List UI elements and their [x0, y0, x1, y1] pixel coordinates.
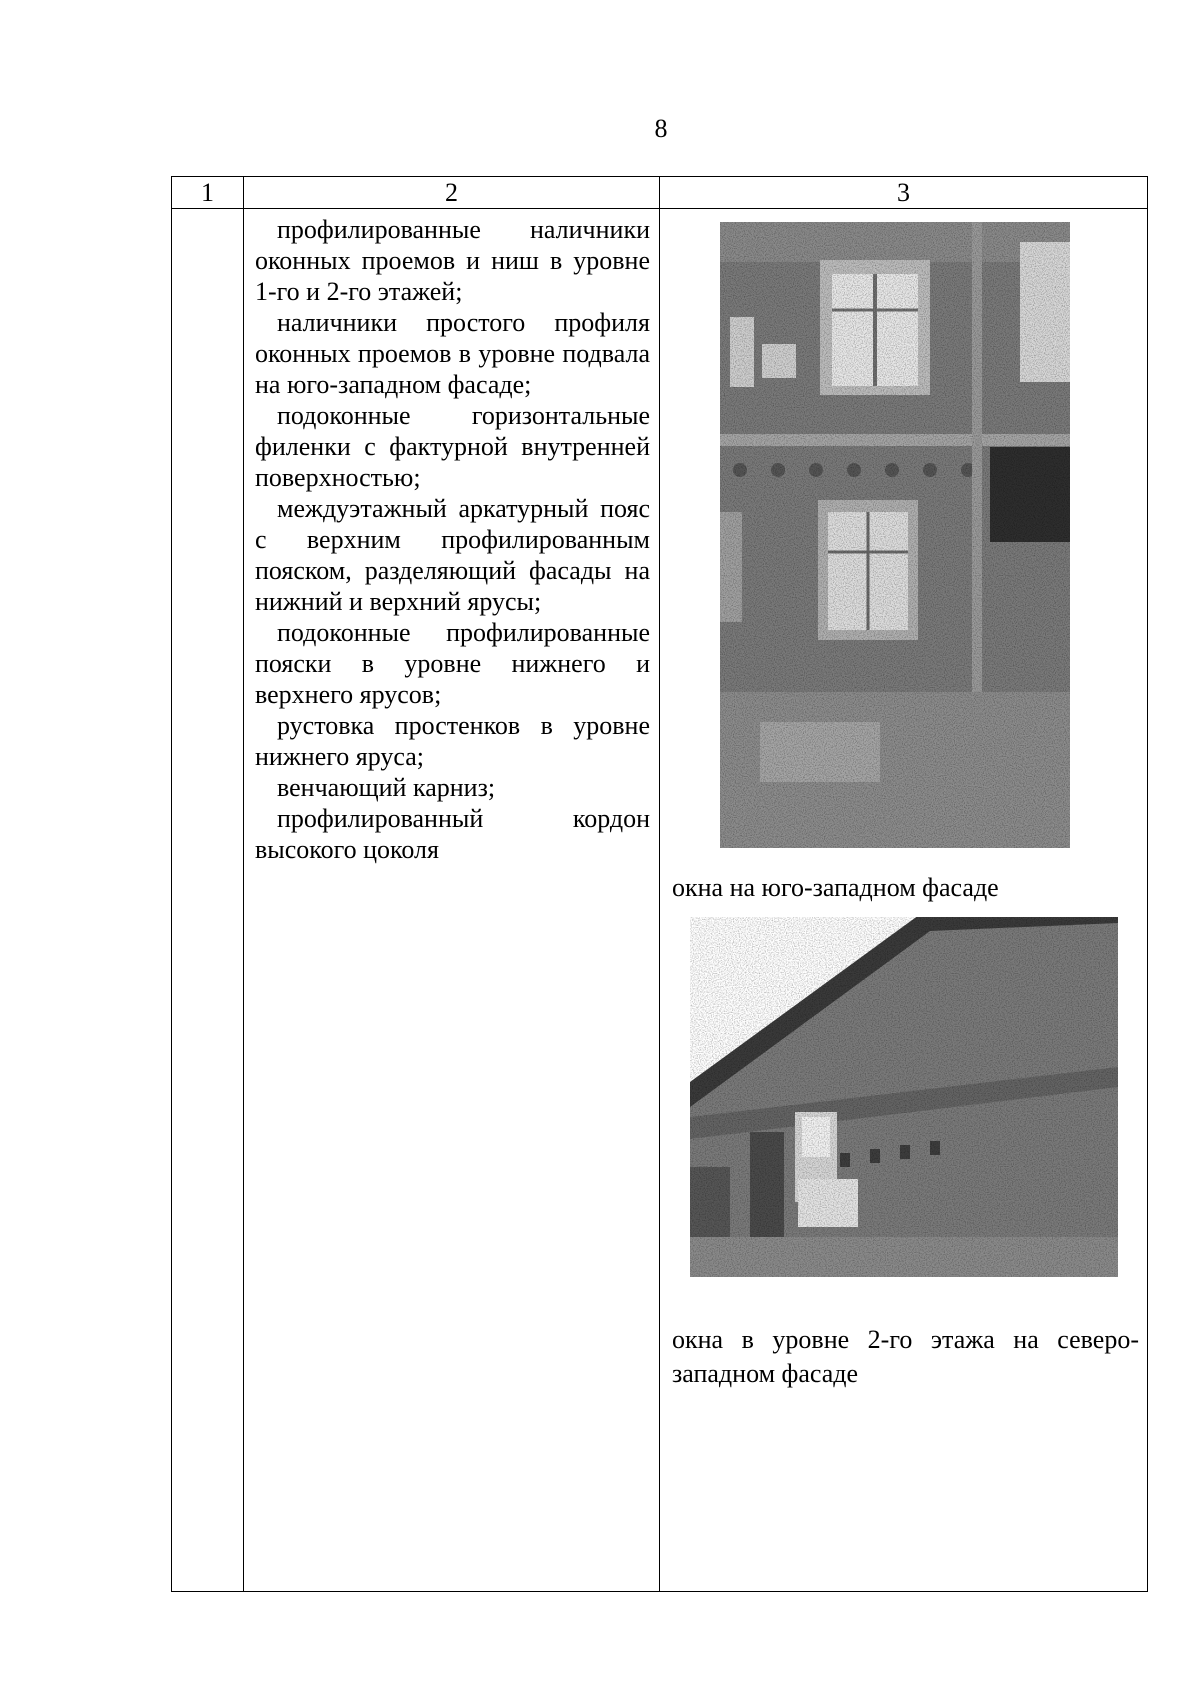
feature-item: венчающий карниз;	[277, 773, 496, 802]
facade-photo-southwest	[720, 222, 1070, 848]
heritage-table	[171, 176, 1148, 1592]
feature-item: наличники простого профиля оконных проемов в уровне подвала на юго-западном фасаде;	[255, 308, 650, 399]
feature-item: профилированные наличники оконных проемов и ниш в уровне 1-го и 2-го этажей;	[255, 215, 650, 306]
column-header-1: 1	[172, 177, 244, 209]
feature-item: рустовка простенков в уровне нижнего яруса;	[255, 711, 650, 771]
feature-item: подоконные горизонтальные филенки с фактурной внутренней поверхностью;	[255, 401, 650, 492]
number-cell	[172, 209, 244, 1592]
photo-caption: окна на юго-западном фасаде	[672, 873, 999, 902]
table-header-row	[172, 177, 1148, 209]
column-header-3: 3	[660, 177, 1148, 209]
column-header-2: 2	[244, 177, 660, 209]
feature-item: профилированный кордон высокого цоколя	[255, 804, 650, 864]
table-body-row	[172, 209, 1148, 1592]
feature-item: подоконные профилированные пояски в уровне нижнего и верхнего ярусов;	[255, 618, 650, 709]
features-cell	[244, 209, 660, 1592]
facade-photo-northwest	[690, 917, 1118, 1277]
page-number: 8	[654, 114, 668, 143]
photo-caption: окна в уровне 2-го этажа на северо-западном фасаде	[672, 1325, 1139, 1388]
feature-item: междуэтажный аркатурный пояс с верхним профилированным пояском, разделяющий фасады на нижний и верхний ярусы;	[255, 494, 650, 616]
photos-cell	[660, 209, 1148, 1592]
